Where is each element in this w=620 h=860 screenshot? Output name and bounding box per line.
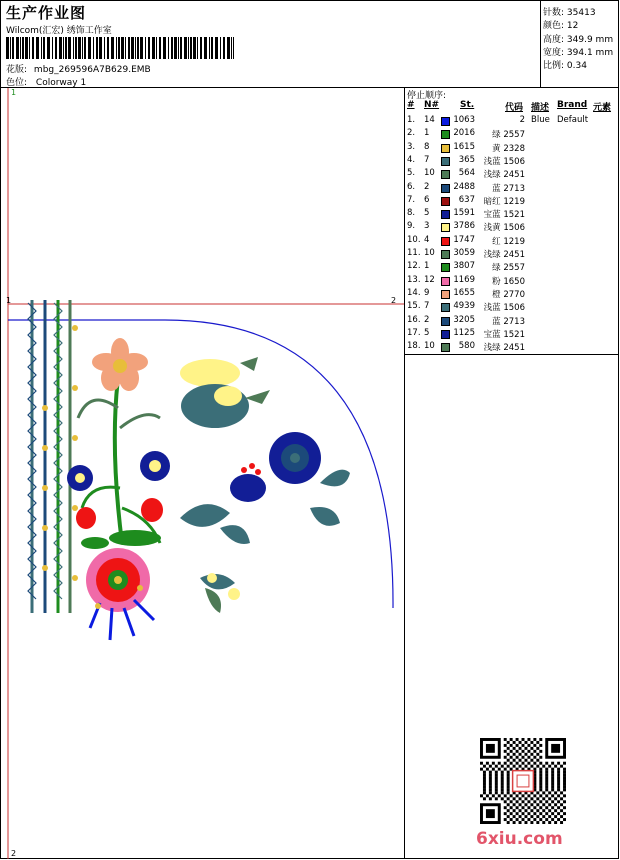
- design-label: 花版:: [6, 65, 28, 75]
- sequence-stitches: 1063: [453, 115, 475, 125]
- thread-color-swatch: [441, 197, 450, 206]
- sequence-code: 宝蓝 1521: [483, 210, 525, 221]
- sequence-needle: 10: [424, 168, 435, 179]
- sequence-row: [405, 221, 619, 234]
- embroidery-preview: [0, 88, 405, 859]
- sequence-row: [405, 248, 619, 261]
- sequence-stitches: 564: [458, 168, 475, 179]
- sequence-stitches: 3059: [453, 248, 475, 258]
- col-header-description: 描述: [531, 103, 550, 113]
- sequence-stitches: 2488: [453, 181, 475, 192]
- sequence-needle: 4: [424, 234, 430, 245]
- thread-color-swatch: [441, 330, 450, 339]
- sequence-stitches: 3786: [453, 221, 475, 232]
- sequence-code: 暗红 1219: [483, 196, 525, 207]
- thread-color-swatch: [441, 303, 450, 312]
- sequence-row: [405, 341, 619, 354]
- sequence-row: [405, 128, 619, 141]
- thread-color-swatch: [441, 184, 450, 193]
- stop-sequence-panel: [405, 88, 619, 355]
- sequence-needle: 10: [424, 248, 435, 258]
- flower-cluster-left: [67, 338, 170, 640]
- thread-color-swatch: [441, 117, 450, 126]
- sequence-index: 18.: [407, 341, 421, 352]
- sequence-needle: 12: [424, 274, 435, 285]
- design-file-row: [6, 62, 151, 75]
- sequence-stitches: 365: [458, 154, 475, 165]
- sequence-row: [405, 195, 619, 208]
- col-header-element: 元素: [593, 103, 612, 113]
- sequence-code: 浅黄 1506: [483, 223, 525, 234]
- sequence-index: 10.: [407, 234, 421, 245]
- sequence-brand: Default: [557, 115, 589, 125]
- sequence-needle: 1: [424, 261, 430, 272]
- sheet-header: [0, 0, 619, 88]
- sequence-stitches: 1615: [453, 141, 475, 152]
- design-canvas: [0, 88, 405, 859]
- sequence-row: [405, 315, 619, 328]
- red-seal-icon: [513, 771, 534, 792]
- ruler-mark-bottom-left: 2: [11, 849, 17, 858]
- sequence-row: [405, 235, 619, 248]
- stat-height: 高度: 349.9 mm: [543, 35, 614, 45]
- sequence-index: 3.: [407, 141, 416, 152]
- colorway-label: 色位:: [6, 78, 28, 88]
- sequence-stitches: 1125: [453, 327, 475, 338]
- sequence-stitches: 2016: [453, 128, 475, 139]
- thread-color-swatch: [441, 223, 450, 232]
- sequence-stitches: 1591: [453, 208, 475, 219]
- sequence-needle: 6: [424, 194, 430, 205]
- sequence-code: 蓝 2713: [492, 316, 525, 327]
- barcode-icon: [6, 37, 234, 59]
- sequence-index: 7.: [407, 194, 416, 205]
- sequence-stitches: 1169: [453, 274, 475, 285]
- sequence-row: [405, 275, 619, 288]
- sequence-code: 绿 2557: [492, 263, 525, 274]
- sequence-stitches: 3807: [453, 261, 475, 272]
- sequence-code: 蓝 2713: [492, 183, 525, 194]
- thread-color-swatch: [441, 277, 450, 286]
- sequence-code: 粉 1650: [492, 276, 525, 287]
- leaf-group: [180, 504, 250, 613]
- sequence-row: [405, 115, 619, 128]
- sequence-needle: 2: [424, 181, 430, 192]
- sequence-index: 11.: [407, 248, 421, 258]
- sequence-needle: 5: [424, 208, 430, 219]
- studio-name: Wilcom(汇宏) 绣饰工作室: [6, 26, 112, 36]
- stop-sequence-title: 停止顺序:: [407, 91, 447, 101]
- sequence-description: Blue: [531, 115, 550, 125]
- sequence-index: 14.: [407, 287, 421, 298]
- sequence-index: 16.: [407, 314, 421, 325]
- sequence-row: [405, 301, 619, 314]
- thread-color-swatch: [441, 170, 450, 179]
- sequence-needle: 14: [424, 115, 435, 125]
- sequence-index: 9.: [407, 221, 416, 232]
- col-header-index: #: [407, 100, 415, 110]
- thread-color-swatch: [441, 317, 450, 326]
- thread-color-swatch: [441, 290, 450, 299]
- sequence-stitches: 580: [458, 341, 475, 352]
- thread-color-swatch: [441, 130, 450, 139]
- colorway-value: Colorway 1: [35, 78, 87, 88]
- sequence-index: 2.: [407, 128, 416, 139]
- sequence-stitches: 637: [458, 194, 475, 205]
- col-header-code: 代码: [505, 103, 524, 113]
- thread-color-swatch: [441, 343, 450, 352]
- sequence-index: 12.: [407, 261, 421, 272]
- col-header-needle: N#: [424, 100, 440, 110]
- stat-scale: 比例: 0.34: [543, 61, 587, 71]
- sequence-index: 1.: [407, 115, 416, 125]
- sequence-index: 6.: [407, 181, 416, 192]
- sequence-code: 浅蓝 1506: [483, 303, 525, 314]
- sequence-code: 宝蓝 1521: [483, 329, 525, 340]
- sequence-index: 17.: [407, 327, 421, 338]
- sequence-index: 4.: [407, 154, 416, 165]
- sequence-code: 红 1219: [492, 236, 525, 247]
- sheet-title: 生产作业图: [6, 4, 87, 22]
- sequence-needle: 10: [424, 341, 435, 352]
- col-header-stitches: St.: [460, 100, 475, 110]
- sequence-index: 8.: [407, 208, 416, 219]
- stat-stitches: 针数: 35413: [543, 8, 596, 18]
- sequence-code: 2: [519, 115, 525, 125]
- sequence-stitches: 4939: [453, 301, 475, 312]
- stats-panel: [540, 0, 619, 87]
- colorway-row: [6, 75, 86, 88]
- rose-motif: [180, 357, 270, 428]
- sequence-stitches: 1747: [453, 234, 475, 245]
- sequence-code: 黄 2328: [492, 143, 525, 154]
- sequence-row: [405, 328, 619, 341]
- sequence-row: [405, 155, 619, 168]
- thread-color-swatch: [441, 263, 450, 272]
- col-header-brand: Brand: [557, 100, 588, 110]
- stat-colors: 颜色: 12: [543, 21, 579, 31]
- sequence-needle: 7: [424, 301, 430, 312]
- ruler-mark-top-left: 1: [11, 88, 17, 97]
- sequence-code: 绿 2557: [492, 130, 525, 141]
- sequence-needle: 5: [424, 327, 430, 338]
- site-watermark: 6xiu.com: [476, 829, 563, 849]
- ruler-mark-mid-right: 2: [391, 296, 397, 305]
- stat-width: 宽度: 394.1 mm: [543, 48, 614, 58]
- qr-code-icon: [480, 738, 566, 824]
- thread-color-swatch: [441, 157, 450, 166]
- sequence-needle: 7: [424, 154, 430, 165]
- sequence-row: [405, 168, 619, 181]
- thread-color-swatch: [441, 237, 450, 246]
- thread-color-swatch: [441, 144, 450, 153]
- sequence-index: 15.: [407, 301, 421, 312]
- sequence-stitches: 1655: [453, 287, 475, 298]
- sequence-row: [405, 208, 619, 221]
- sequence-code: 浅蓝 1506: [483, 156, 525, 167]
- border-strip-left: [28, 300, 78, 613]
- sequence-code: 浅绿 2451: [483, 170, 525, 181]
- sequence-row: [405, 261, 619, 274]
- thread-color-swatch: [441, 250, 450, 259]
- sequence-code: 橙 2770: [492, 289, 525, 300]
- sequence-code: 浅绿 2451: [483, 343, 525, 354]
- sequence-row: [405, 182, 619, 195]
- sequence-stitches: 3205: [453, 314, 475, 325]
- sequence-index: 13.: [407, 274, 421, 285]
- sequence-needle: 9: [424, 287, 430, 298]
- thread-color-swatch: [441, 210, 450, 219]
- design-file-name: mbg_269596A7B629.EMB: [33, 65, 151, 75]
- sequence-index: 5.: [407, 168, 416, 179]
- sequence-needle: 1: [424, 128, 430, 139]
- sequence-row: [405, 288, 619, 301]
- sequence-code: 浅绿 2451: [483, 250, 525, 260]
- sequence-needle: 2: [424, 314, 430, 325]
- blue-flower-group: [230, 432, 350, 526]
- sequence-needle: 8: [424, 141, 430, 152]
- sequence-row: [405, 142, 619, 155]
- ruler-mark-mid-left: 1: [6, 296, 12, 305]
- sequence-needle: 3: [424, 221, 430, 232]
